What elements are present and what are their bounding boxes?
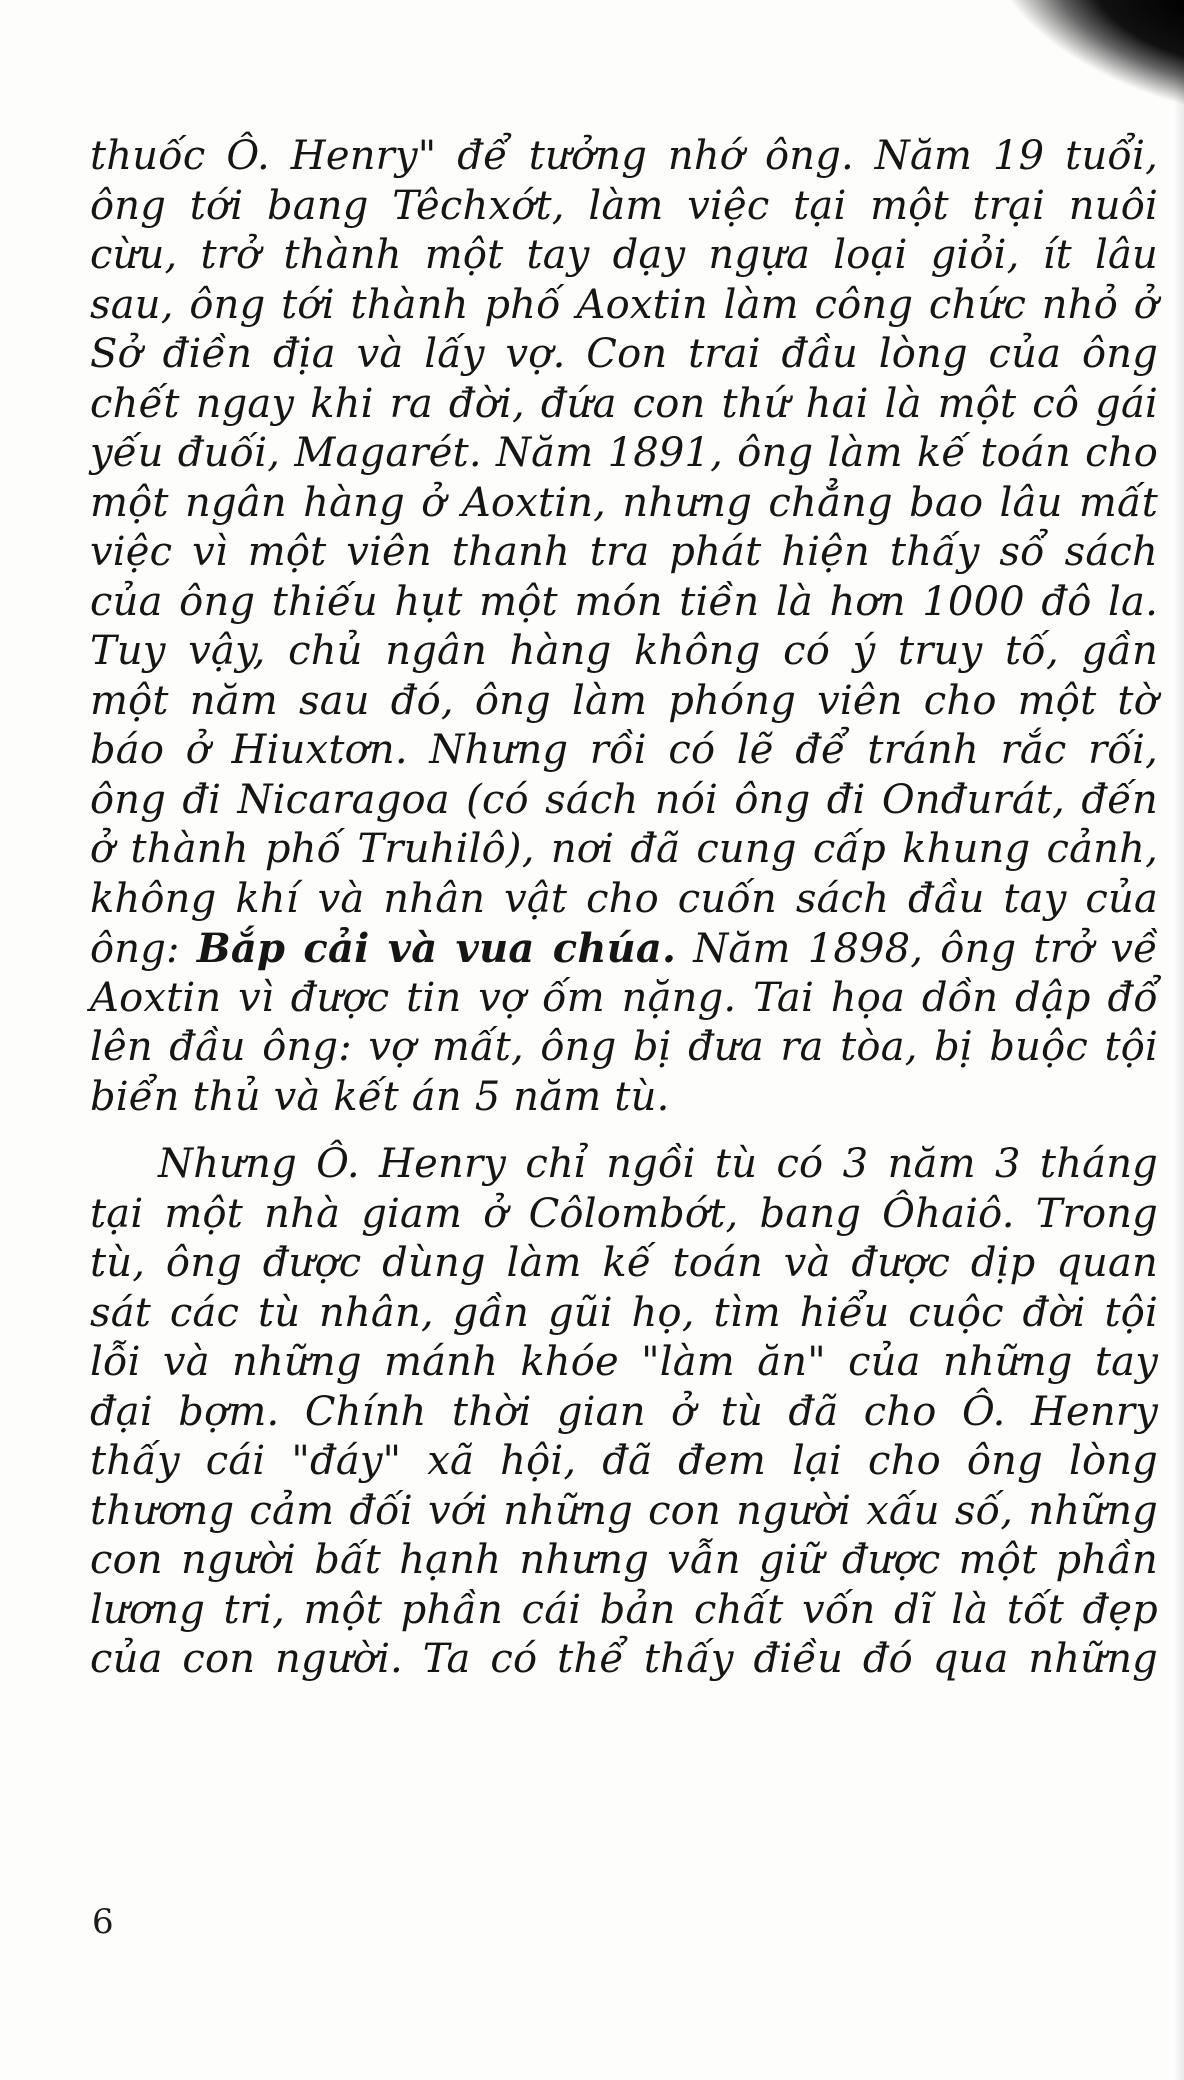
text-line: tại một nhà giam ở Côlombớt, bang Ôhaiô. Trong	[90, 1190, 1158, 1237]
text-line: không khí và nhân vật cho cuốn sách đầu tay của	[90, 875, 1158, 922]
text-line: việc vì một viên thanh tra phát hiện thấy sổ sách	[90, 529, 1158, 575]
text-line: tù, ông được dùng làm kế toán và được dịp quan	[90, 1240, 1158, 1286]
page-number: 6	[92, 1902, 114, 1942]
text-line: lỗi và những mánh khóe "làm ăn" của những tay	[90, 1339, 1158, 1385]
line-suffix: Năm 1898, ông trở về	[676, 926, 1158, 972]
page-edge-shadow	[1174, 0, 1184, 2080]
text-line: thuốc Ô. Henry" để tưởng nhớ ông. Năm 19 tuổi,	[90, 133, 1158, 179]
text-line: báo ở Hiuxtơn. Nhưng rồi có lẽ để tránh rắc rối,	[90, 727, 1158, 773]
text-line: Tuy vậy, chủ ngân hàng không có ý truy tố, gần	[90, 628, 1158, 674]
text-line: của ông thiếu hụt một món tiền là hơn 1000 đô la.	[90, 578, 1158, 625]
paragraph-gap	[90, 1122, 1158, 1140]
text-line: một ngân hàng ở Aoxtin, nhưng chẳng bao lâu mất	[90, 479, 1158, 526]
text-line: thương cảm đối với những con người xấu số, những	[90, 1487, 1158, 1534]
text-line: biển thủ và kết án 5 năm tù.	[90, 1073, 670, 1120]
text-line: Nhưng Ô. Henry chỉ ngồi tù có 3 năm 3 tháng	[158, 1141, 1158, 1187]
book-title: Bắp cải và vua chúa.	[196, 925, 677, 972]
body-text	[90, 132, 1158, 1685]
text-line: ông đi Nicaragoa (có sách nói ông đi Onđurát, đến	[90, 776, 1158, 823]
text-line: yếu đuối, Magarét. Năm 1891, ông làm kế toán cho	[90, 430, 1158, 476]
text-line: cừu, trở thành một tay dạy ngựa loại giỏi, ít lâu	[90, 232, 1158, 278]
text-line: ông tới bang Têchxớt, làm việc tại một trại nuôi	[90, 182, 1158, 229]
text-line: một năm sau đó, ông làm phóng viên cho một tờ	[90, 677, 1158, 724]
text-line: ở thành phố Truhilô), nơi đã cung cấp khung cảnh,	[90, 826, 1158, 872]
text-line: con người bất hạnh nhưng vẫn giữ được một phần	[90, 1537, 1158, 1583]
paragraph-2	[90, 1140, 1158, 1685]
text-line-with-title	[90, 924, 1158, 974]
text-line: thấy cái "đáy" xã hội, đã đem lại cho ông lòng	[90, 1438, 1158, 1484]
page-corner-shadow	[966, 0, 1184, 116]
text-line: đại bợm. Chính thời gian ở tù đã cho Ô. Henry	[90, 1388, 1158, 1435]
paragraph-1	[90, 132, 1158, 1122]
text-line: lên đầu ông: vợ mất, ông bị đưa ra tòa, bị buộc tội	[90, 1024, 1158, 1070]
text-line: Aoxtin vì được tin vợ ốm nặng. Tai họa dồn dập đổ	[90, 974, 1158, 1021]
text-line: sát các tù nhân, gần gũi họ, tìm hiểu cuộc đời tội	[90, 1289, 1158, 1336]
text-line: chết ngay khi ra đời, đứa con thứ hai là một cô gái	[90, 380, 1158, 427]
text-line: sau, ông tới thành phố Aoxtin làm công chức nhỏ ở	[90, 281, 1158, 328]
line-prefix: ông:	[90, 926, 197, 972]
text-line: Sở điền địa và lấy vợ. Con trai đầu lòng của ông	[90, 331, 1158, 377]
text-line: lương tri, một phần cái bản chất vốn dĩ là tốt đẹp	[90, 1586, 1158, 1633]
text-line: của con người. Ta có thể thấy điều đó qua những	[90, 1636, 1158, 1682]
